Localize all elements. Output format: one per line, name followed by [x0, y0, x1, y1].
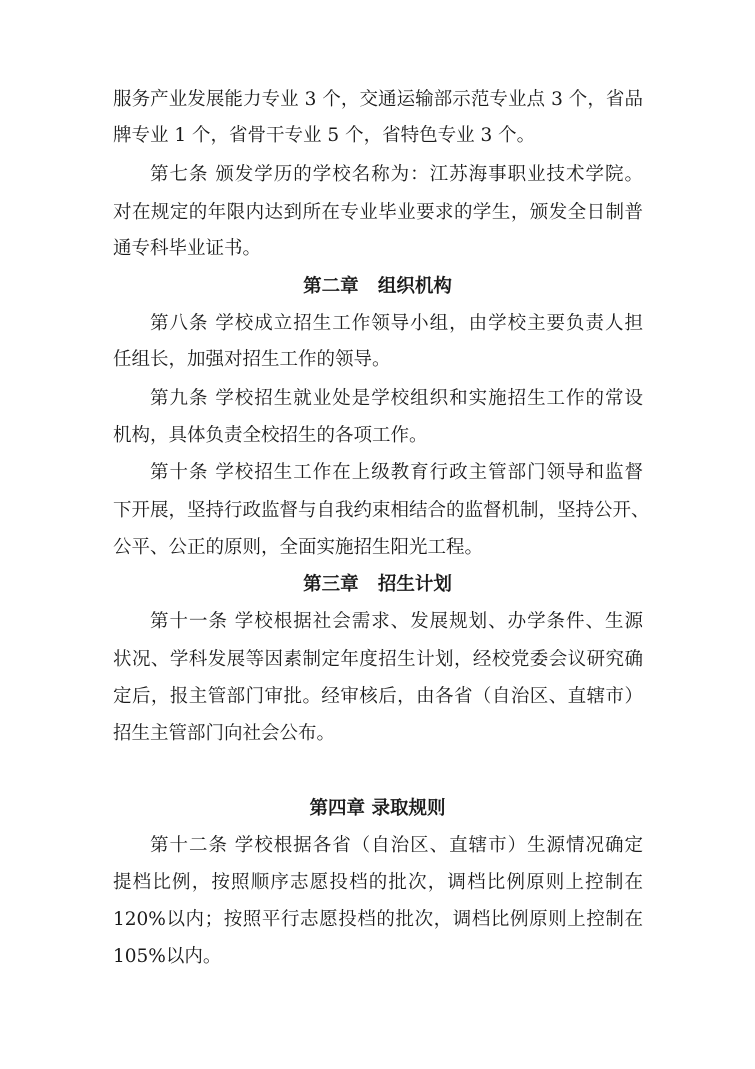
article-11-line-2: 状况、学科发展等因素制定年度招生计划，经校党委会议研究确	[113, 649, 643, 670]
article-9-line-2: 机构，具体负责全校招生的各项工作。	[113, 425, 428, 446]
article-7-line-1: 第七条 颁发学历的学校名称为：江苏海事职业技术学院。	[150, 164, 643, 185]
chapter-3-heading: 第三章 招生计划	[303, 574, 452, 595]
article-11-line-3: 定后，报主管部门审批。经审核后，由各省（自治区、直辖市）	[113, 686, 643, 707]
article-8-line-1: 第八条 学校成立招生工作领导小组，由学校主要负责人担	[150, 313, 643, 334]
article-11-line-4: 招生主管部门向社会公布。	[113, 723, 336, 744]
article-11-line-1: 第十一条 学校根据社会需求、发展规划、办学条件、生源	[150, 611, 643, 632]
paragraph-continuation-line-2: 牌专业 1 个，省骨干专业 5 个，省特色专业 3 个。	[113, 125, 536, 146]
article-12-line-4: 105%以内。	[113, 946, 222, 967]
article-10-line-3: 公平、公正的原则，全面实施招生阳光工程。	[113, 537, 484, 558]
chapter-4-heading: 第四章 录取规则	[309, 798, 446, 819]
article-8-line-2: 任组长，加强对招生工作的领导。	[113, 349, 391, 370]
article-12-line-3: 120%以内；按照平行志愿投档的批次，调档比例原则上控制在	[113, 909, 643, 930]
article-10-line-1: 第十条 学校招生工作在上级教育行政主管部门领导和监督	[150, 462, 643, 483]
article-9-line-1: 第九条 学校招生就业处是学校组织和实施招生工作的常设	[150, 388, 643, 409]
article-12-line-2: 提档比例，按照顺序志愿投档的批次，调档比例原则上控制在	[113, 872, 643, 893]
article-7-line-2: 对在规定的年限内达到所在专业毕业要求的学生，颁发全日制普	[113, 202, 643, 223]
article-7-line-3: 通专科毕业证书。	[113, 238, 262, 259]
article-12-line-1: 第十二条 学校根据各省（自治区、直辖市）生源情况确定	[150, 835, 643, 856]
article-10-line-2: 下开展，坚持行政监督与自我约束相结合的监督机制，坚持公开、	[113, 500, 650, 521]
paragraph-continuation-line-1: 服务产业发展能力专业 3 个，交通运输部示范专业点 3 个，省品	[113, 89, 643, 110]
chapter-2-heading: 第二章 组织机构	[303, 276, 452, 297]
